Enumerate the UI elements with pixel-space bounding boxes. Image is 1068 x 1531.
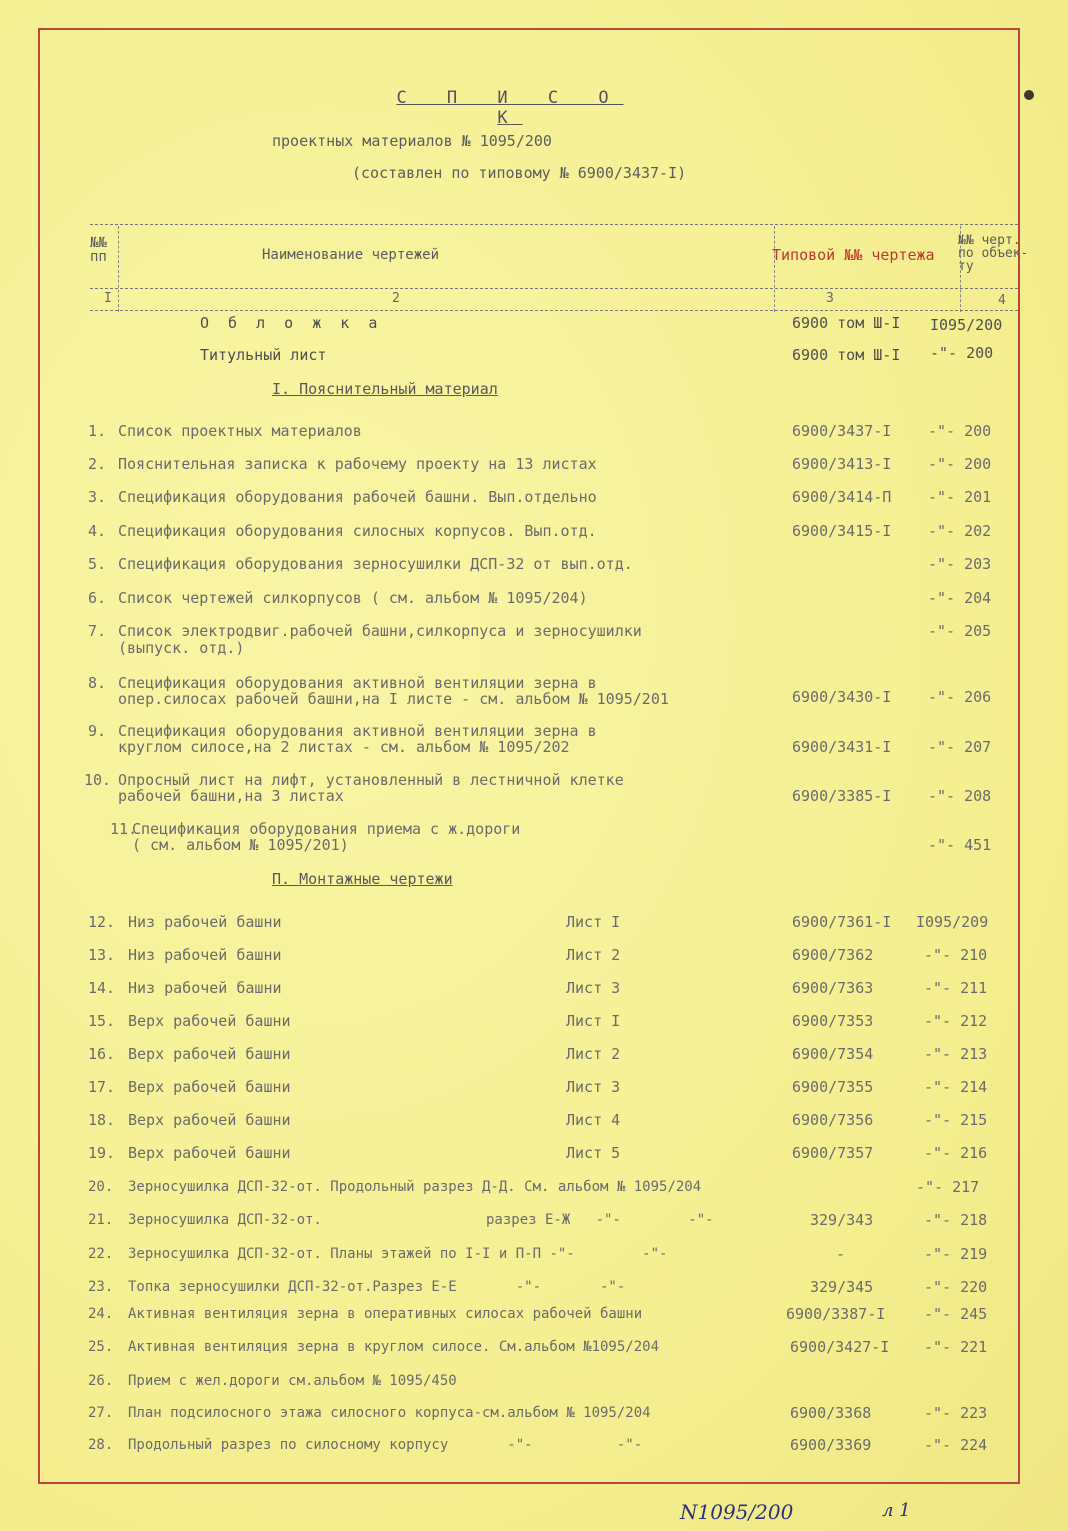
- list-item-typical: 6900/7353: [792, 1012, 874, 1030]
- list-item-object: -"- 204: [928, 589, 992, 607]
- header-col-object: №№ черт. по объек- ту: [958, 233, 1029, 274]
- header-col-typical: Типовой №№ чертежа: [772, 246, 935, 264]
- list-item: Топка зерносушилки ДСП-32-от.Разрез Е-Е -"- -"-: [128, 1279, 626, 1295]
- list-item-object: -"- 215: [924, 1111, 988, 1129]
- list-item-object: -"- 451: [928, 836, 992, 854]
- list-item-continuation: ( см. альбом № 1095/201): [132, 836, 349, 854]
- col-index-3: 3: [826, 291, 834, 306]
- list-item: Зерносушилка ДСП-32-от. Планы этажей по I-I и П-П -"- -"-: [128, 1246, 668, 1262]
- list-item-number: 12.: [88, 913, 116, 931]
- list-item-object: -"- 221: [924, 1338, 988, 1356]
- list-item-number: 7.: [88, 622, 107, 640]
- list-item-typical: 6900/7361-I: [792, 913, 892, 931]
- header-col-name: Наименование чертежей: [262, 247, 440, 263]
- list-item: О б л о ж к а: [200, 314, 383, 332]
- list-item-typical: 6900 том Ш-I: [792, 314, 901, 332]
- list-item-object: -"- 211: [924, 979, 988, 997]
- list-item-object: -"- 219: [924, 1245, 988, 1263]
- document-title: С П И С О К: [396, 88, 624, 128]
- list-item-typical: 6900/3385-I: [792, 787, 892, 805]
- subtitle-typical: (составлен по типовому № 6900/3437-I): [352, 164, 687, 182]
- list-item-number: 3.: [88, 488, 107, 506]
- list-item-number: 1.: [88, 422, 107, 440]
- list-item-typical: 6900/3431-I: [792, 738, 892, 756]
- list-item-object: -"- 206: [928, 688, 992, 706]
- list-item: Активная вентиляция зерна в оперативных силосах рабочей башни: [128, 1306, 643, 1322]
- list-item-object: -"- 205: [928, 622, 992, 640]
- list-item-object: -"- 200: [928, 455, 992, 473]
- list-item: Верх рабочей башни: [128, 1078, 291, 1096]
- list-item: Список чертежей силкорпусов ( см. альбом № 1095/204): [118, 589, 588, 607]
- list-item-typical: 329/343: [810, 1211, 874, 1229]
- list-item-typical: 6900/3369: [790, 1436, 872, 1454]
- col-divider-1: [118, 226, 119, 312]
- list-item: Низ рабочей башни: [128, 946, 282, 964]
- list-item: Список электродвиг.рабочей башни,силкорпуса и зерносушилки: [118, 622, 642, 640]
- list-item-object: -"- 218: [924, 1211, 988, 1229]
- list-item-object: -"- 200: [928, 422, 992, 440]
- section-heading: I. Пояснительный материал: [272, 380, 498, 398]
- list-item-sheet: Лист 4: [566, 1111, 621, 1129]
- list-item-object: I095/200: [930, 316, 1003, 334]
- list-item-continuation: рабочей башни,на 3 листах: [118, 787, 344, 805]
- list-item-number: 15.: [88, 1012, 116, 1030]
- list-item-number: 28.: [88, 1437, 114, 1453]
- list-item: Низ рабочей башни: [128, 913, 282, 931]
- list-item: Спецификация оборудования силосных корпусов. Вып.отд.: [118, 522, 597, 540]
- list-item-sheet: Лист 3: [566, 979, 621, 997]
- handwritten-page-number: л 1: [882, 1500, 911, 1521]
- list-item-sheet: Лист 2: [566, 946, 621, 964]
- list-item: Низ рабочей башни: [128, 979, 282, 997]
- list-item-number: 18.: [88, 1111, 116, 1129]
- list-item-typical: 6900/3415-I: [792, 522, 892, 540]
- list-item: Прием с жел.дороги см.альбом № 1095/450: [128, 1373, 457, 1389]
- list-item-typical: 6900/3387-I: [786, 1305, 886, 1323]
- list-item-object: -"- 245: [924, 1305, 988, 1323]
- header-col-number: №№ пп: [90, 235, 107, 265]
- list-item-object: -"- 214: [924, 1078, 988, 1096]
- list-item: Пояснительная записка к рабочему проекту на 13 листах: [118, 455, 597, 473]
- list-item-number: 5.: [88, 555, 107, 573]
- list-item: Спецификация оборудования приема с ж.дороги: [132, 820, 521, 838]
- list-item: Продольный разрез по силосному корпусу -"- -"-: [128, 1437, 643, 1453]
- punch-hole-mark: [1024, 90, 1034, 100]
- list-item-continuation: опер.силосах рабочей башни,на I листе - см. альбом № 1095/201: [118, 690, 669, 708]
- header-divider-line: [90, 288, 1018, 289]
- list-item-object: -"- 202: [928, 522, 992, 540]
- list-item-number: 8.: [88, 674, 107, 692]
- col-index-4: 4: [998, 293, 1006, 308]
- list-item: Верх рабочей башни: [128, 1012, 291, 1030]
- list-item-typical: 6900 том Ш-I: [792, 346, 901, 364]
- list-item-number: 21.: [88, 1212, 114, 1228]
- list-item: Спецификация оборудования активной вентиляции зерна в: [118, 722, 597, 740]
- list-item: Верх рабочей башни: [128, 1045, 291, 1063]
- list-item-object: -"- 207: [928, 738, 992, 756]
- list-item-object: -"- 200: [930, 344, 994, 362]
- list-item: Спецификация оборудования зерносушилки ДСП-32 от вып.отд.: [118, 555, 633, 573]
- list-item-object: -"- 201: [928, 488, 992, 506]
- list-item-object: -"- 220: [924, 1278, 988, 1296]
- list-item-typical: 6900/7363: [792, 979, 874, 997]
- col-divider-2: [774, 226, 775, 312]
- list-item: Спецификация оборудования активной вентиляции зерна в: [118, 674, 597, 692]
- list-item: Верх рабочей башни: [128, 1111, 291, 1129]
- list-item-number: 24.: [88, 1306, 114, 1322]
- list-item-typical: 6900/3430-I: [792, 688, 892, 706]
- list-item-typical: 329/345: [810, 1278, 874, 1296]
- list-item-number: 22.: [88, 1246, 114, 1262]
- list-item-number: 9.: [88, 722, 107, 740]
- list-item-sheet: Лист 5: [566, 1144, 621, 1162]
- list-item-number: 27.: [88, 1405, 114, 1421]
- list-item-number: 4.: [88, 522, 107, 540]
- list-item-section-ref: разрез Е-Ж -"- -"-: [486, 1212, 714, 1228]
- list-item: Активная вентиляция зерна в круглом силосе. См.альбом №1095/204: [128, 1339, 660, 1355]
- list-item-object: -"- 203: [928, 555, 992, 573]
- list-item-number: 2.: [88, 455, 107, 473]
- list-item-typical: 6900/7362: [792, 946, 874, 964]
- list-item: Верх рабочей башни: [128, 1144, 291, 1162]
- list-item-typical: 6900/7354: [792, 1045, 874, 1063]
- list-item-number: 13.: [88, 946, 116, 964]
- list-item-number: 20.: [88, 1179, 114, 1195]
- list-item-object: I095/209: [916, 913, 989, 931]
- list-item: Титульный лист: [200, 346, 327, 364]
- list-item-typical: 6900/7357: [792, 1144, 874, 1162]
- list-item-typical: 6900/7356: [792, 1111, 874, 1129]
- list-item-sheet: Лист 3: [566, 1078, 621, 1096]
- list-item-typical: 6900/3437-I: [792, 422, 892, 440]
- list-item: Список проектных материалов: [118, 422, 362, 440]
- subtitle-materials: проектных материалов № 1095/200: [272, 132, 552, 150]
- list-item-continuation: круглом силосе,на 2 листах - см. альбом № 1095/202: [118, 738, 570, 756]
- col-index-1: I: [104, 291, 112, 306]
- list-item-number: 11.: [110, 820, 138, 838]
- list-item-typical: 6900/3427-I: [790, 1338, 890, 1356]
- list-item-number: 25.: [88, 1339, 114, 1355]
- list-item-typical: 6900/3413-I: [792, 455, 892, 473]
- header-bottom-line: [90, 310, 1018, 311]
- list-item-object: -"- 217: [916, 1178, 980, 1196]
- list-item-number: 26.: [88, 1373, 114, 1389]
- list-item-object: -"- 210: [924, 946, 988, 964]
- list-item-object: -"- 223: [924, 1404, 988, 1422]
- list-item: Опросный лист на лифт, установленный в лестничной клетке: [118, 771, 624, 789]
- list-item-object: -"- 208: [928, 787, 992, 805]
- list-item-typical: 6900/3368: [790, 1404, 872, 1422]
- list-item-typical: 6900/3414-П: [792, 488, 892, 506]
- list-item-object: -"- 212: [924, 1012, 988, 1030]
- section-heading: П. Монтажные чертежи: [272, 870, 453, 888]
- list-item: Спецификация оборудования рабочей башни. Вып.отдельно: [118, 488, 597, 506]
- list-item: Зерносушилка ДСП-32-от. Продольный разрез Д-Д. См. альбом № 1095/204: [128, 1179, 702, 1195]
- handwritten-album-number: N1095/200: [680, 1500, 794, 1524]
- list-item-number: 16.: [88, 1045, 116, 1063]
- list-item-sheet: Лист I: [566, 913, 621, 931]
- list-item-number: 14.: [88, 979, 116, 997]
- list-item-number: 23.: [88, 1279, 114, 1295]
- list-item-continuation: (выпуск. отд.): [118, 639, 245, 657]
- list-item-typical: -: [836, 1245, 846, 1263]
- list-item-sheet: Лист I: [566, 1012, 621, 1030]
- list-item-number: 6.: [88, 589, 107, 607]
- list-item-number: 17.: [88, 1078, 116, 1096]
- list-item-number: 10.: [84, 771, 112, 789]
- list-item-typical: 6900/7355: [792, 1078, 874, 1096]
- list-item-object: -"- 216: [924, 1144, 988, 1162]
- list-item-object: -"- 224: [924, 1436, 988, 1454]
- list-item-object: -"- 213: [924, 1045, 988, 1063]
- list-item: Зерносушилка ДСП-32-от.: [128, 1212, 322, 1228]
- col-index-2: 2: [392, 291, 400, 306]
- list-item: План подсилосного этажа силосного корпуса-см.альбом № 1095/204: [128, 1405, 651, 1421]
- list-item-sheet: Лист 2: [566, 1045, 621, 1063]
- list-item-number: 19.: [88, 1144, 116, 1162]
- table-top-line: [90, 224, 1018, 225]
